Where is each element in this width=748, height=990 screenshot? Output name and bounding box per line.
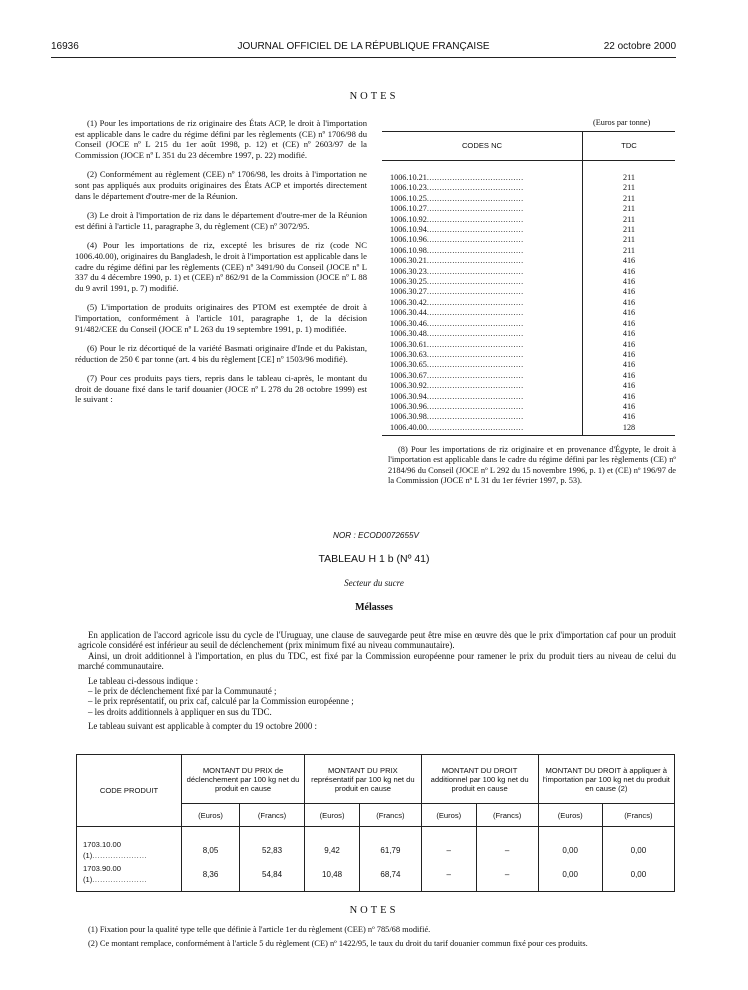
table-row xyxy=(382,246,675,256)
table-cell: 68,74 xyxy=(360,862,422,892)
table-cell: 54,84 xyxy=(240,862,305,892)
euros-subheader: (Euros) xyxy=(305,804,360,827)
euros-subheader: (Euros) xyxy=(182,804,240,827)
tdc-value: 416 xyxy=(622,391,636,401)
product-code: 1703.10.00 (1)..................... xyxy=(77,827,182,863)
paragraph-1: En application de l'accord agricole issu du cycle de l'Uruguay, une clause de sauvegarde peut être mise en œuvre dès que le prix d'importation caf pour un produit agricole considéré est inférieur au seuil de déclenchement (prix minimum fixé au niveau communautaire). xyxy=(78,630,676,651)
tdc-value: 416 xyxy=(622,287,636,297)
tdc-value: 416 xyxy=(622,360,636,370)
francs-subheader: (Francs) xyxy=(240,804,305,827)
tdc-value: 211 xyxy=(623,193,635,203)
nc-code: 1006.30.25...................................... xyxy=(382,277,583,287)
sector-subtitle: Secteur du sucre xyxy=(344,578,404,588)
page-header xyxy=(51,41,676,58)
tdc-value: 416 xyxy=(622,318,636,328)
list-item: – les droits additionnels à appliquer en sus du TDC. xyxy=(88,706,272,717)
table-row xyxy=(382,256,675,266)
euros-subheader: (Euros) xyxy=(421,804,476,827)
table-row xyxy=(382,287,675,297)
tdc-value: 416 xyxy=(622,370,636,380)
nc-code: 1006.30.27...................................... xyxy=(382,287,583,297)
footnote-1: (1) Fixation pour la qualité type telle que définie à l'article 1er du règlement (CEE) nº 785/68 modifié. xyxy=(88,925,431,934)
table-row xyxy=(382,298,675,308)
page-number: 16936 xyxy=(51,41,79,52)
tdc-value: 416 xyxy=(622,297,636,307)
note-4: (4) Pour les importations de riz, excepté les brisures de riz (code NC 1006.40.00), originaires du Bangladesh, le droit à l'importation est applicable dans le cadre du régime défini par les règlements (CEE) nº 3491/90 du Conseil (JOCE nº L 337 du 4 décembre 1990, p. 1) et (CEE) nº 862/91 de la Commission (JOCE nº L 88 du 9 avril 1991, p. 7) modifié. xyxy=(75,240,367,293)
list-item: – le prix de déclenchement fixé par la Communauté ; xyxy=(88,686,277,697)
nc-code: 1006.40.00...................................... xyxy=(382,423,583,436)
note-5: (5) L'importation de produits originaires des PTOM est exemptée de droit à l'importation, conformément à l'article 101, paragraphe 1, de la décision 91/482/CEE du Conseil (JOCE nº L 263 du 19 septembre 1991, p. 1) modifiée. xyxy=(75,302,367,334)
note-1: (1) Pour les importations de riz originaire des États ACP, le droit à l'importation est applicable dans le cadre du régime défini par les règlements (CE) nº 1706/98 du Conseil (JOCE nº L 215 du 1er août 1998, p. 12) et (CE) nº 2603/97 de la Commission (JOCE nº L 351 du 23 décembre 1997, p. 22) modifié. xyxy=(75,118,367,160)
nc-code: 1006.10.96...................................... xyxy=(382,235,583,245)
nc-code: 1006.30.94...................................... xyxy=(382,392,583,402)
nc-code: 1006.30.23...................................... xyxy=(382,267,583,277)
tdc-value: 416 xyxy=(622,412,636,422)
nc-code: 1006.10.92...................................... xyxy=(382,215,583,225)
table-cell: – xyxy=(421,862,476,892)
paragraph-4: Le tableau suivant est applicable à compter du 19 octobre 2000 : xyxy=(88,721,317,732)
table-row xyxy=(382,412,675,422)
tdc-value: 416 xyxy=(622,277,636,287)
table-row xyxy=(382,329,675,339)
tdc-value: 416 xyxy=(622,401,636,411)
nc-code: 1006.30.48...................................... xyxy=(382,329,583,339)
euros-subheader: (Euros) xyxy=(538,804,602,827)
table-row xyxy=(382,360,675,370)
table-cell: 9,42 xyxy=(305,827,360,863)
nc-code: 1006.30.96...................................... xyxy=(382,402,583,412)
product-code: 1703.90.00 (1)..................... xyxy=(77,862,182,892)
tdc-value: 211 xyxy=(623,183,635,193)
francs-subheader: (Francs) xyxy=(360,804,422,827)
tdc-value: 416 xyxy=(622,329,636,339)
nc-code: 1006.30.98...................................... xyxy=(382,412,583,422)
table-row xyxy=(382,277,675,287)
footnote-2: (2) Ce montant remplace, conformément à l'article 5 du règlement (CE) nº 1422/95, le taux du droit du tarif douanier commun fixé pour ces produits. xyxy=(88,939,588,948)
tdc-value: 416 xyxy=(622,381,636,391)
table-row xyxy=(382,183,675,193)
table-cell: 0,00 xyxy=(538,862,602,892)
representative-price-header: MONTANT DU PRIX représentatif par 100 kg net du produit en cause xyxy=(305,755,422,804)
tdc-value: 416 xyxy=(622,349,636,359)
table-cell: 61,79 xyxy=(360,827,422,863)
nc-code: 1006.30.21...................................... xyxy=(382,256,583,266)
nc-code: 1006.30.67...................................... xyxy=(382,371,583,381)
issue-date: 22 octobre 2000 xyxy=(603,41,676,52)
table-row xyxy=(382,215,675,225)
tdc-value: 211 xyxy=(623,204,635,214)
journal-title: JOURNAL OFFICIEL DE LA RÉPUBLIQUE FRANÇAISE xyxy=(237,41,490,52)
left-notes-column xyxy=(75,118,367,414)
nc-code: 1006.30.44...................................... xyxy=(382,308,583,318)
molasses-price-table xyxy=(76,754,675,892)
francs-subheader: (Francs) xyxy=(476,804,538,827)
table-row xyxy=(382,392,675,402)
table-cell: 0,00 xyxy=(538,827,602,863)
nc-code: 1006.30.92...................................... xyxy=(382,381,583,391)
table-row xyxy=(382,319,675,329)
tdc-value: 416 xyxy=(622,256,636,266)
additional-duty-header: MONTANT DU DROIT additionnel par 100 kg net du produit en cause xyxy=(421,755,538,804)
table-row xyxy=(382,350,675,360)
tdc-value: 416 xyxy=(622,308,636,318)
table-row xyxy=(382,267,675,277)
tableau-title: TABLEAU H 1 b (Nº 41) xyxy=(318,553,430,565)
tdc-header: TDC xyxy=(583,132,676,161)
tdc-value: 416 xyxy=(622,339,636,349)
unit-label: (Euros par tonne) xyxy=(593,118,651,127)
table-row xyxy=(382,423,675,436)
table-cell: 52,83 xyxy=(240,827,305,863)
tdc-value: 128 xyxy=(583,423,676,436)
note-3: (3) Le droit à l'importation de riz dans le département d'outre-mer de la Réunion est défini à l'article 11, paragraphe 3, du règlement (CE) nº 3072/95. xyxy=(75,210,367,231)
paragraph-2: Ainsi, un droit additionnel à l'importation, en plus du TDC, est fixé par la Commission européenne pour ramener le prix du produit tiers au niveau de celui du marché communautaire. xyxy=(78,650,676,672)
nc-code: 1006.10.25...................................... xyxy=(382,194,583,204)
codes-nc-table xyxy=(382,131,675,436)
trigger-price-header: MONTANT DU PRIX de déclenchement par 100 kg net du produit en cause xyxy=(182,755,305,804)
nc-code: 1006.30.61...................................... xyxy=(382,340,583,350)
note-8: (8) Pour les importations de riz originaire et en provenance d'Égypte, le droit à l'importation est applicable dans le cadre du régime défini par les règlements (CE) nº 2184/96 du Conseil (JOCE nº L 292 du 15 novembre 1996, p. 1) et (CE) nº 196/97 de la Commission (JOCE nº L 31 du 1er février 1997, p. 53). xyxy=(388,445,676,486)
table-row xyxy=(382,371,675,381)
table-cell: – xyxy=(421,827,476,863)
table-cell: 0,00 xyxy=(602,862,674,892)
note-2: (2) Conformément au règlement (CEE) nº 1706/98, les droits à l'importation ne sont pas appliqués aux produits originaires des États ACP et importés directement dans le département d'outre-mer de la Réunion. xyxy=(75,169,367,201)
table-row xyxy=(77,827,675,863)
section-title: Mélasses xyxy=(355,602,393,613)
nc-code: 1006.30.46...................................... xyxy=(382,319,583,329)
body-text xyxy=(78,630,676,732)
applied-duty-header: MONTANT DU DROIT à appliquer à l'importation par 100 kg net du produit en cause (2) xyxy=(538,755,675,804)
tdc-value: 416 xyxy=(622,266,636,276)
nc-code: 1006.30.65...................................... xyxy=(382,360,583,370)
notes-heading: NOTES xyxy=(349,91,399,102)
table-row xyxy=(382,340,675,350)
table-row xyxy=(382,381,675,391)
table-cell: 10,48 xyxy=(305,862,360,892)
table-row xyxy=(382,308,675,318)
tdc-value: 211 xyxy=(623,173,635,182)
nc-code: 1006.30.63...................................... xyxy=(382,350,583,360)
tdc-value: 211 xyxy=(623,235,635,245)
nc-code: 1006.10.94...................................... xyxy=(382,225,583,235)
table-cell: 0,00 xyxy=(602,827,674,863)
table-row xyxy=(77,862,675,892)
table-row xyxy=(382,173,675,183)
tdc-value: 211 xyxy=(623,225,635,235)
table-row xyxy=(382,204,675,214)
nc-code: 1006.10.21...................................... xyxy=(382,173,583,183)
nc-code: 1006.10.27...................................... xyxy=(382,204,583,214)
table-cell: 8,36 xyxy=(182,862,240,892)
table-cell: – xyxy=(476,862,538,892)
footnotes-heading: NOTES xyxy=(349,905,399,916)
codes-nc-body xyxy=(382,161,675,436)
nc-code: 1006.10.23...................................... xyxy=(382,183,583,193)
table-row xyxy=(382,235,675,245)
francs-subheader: (Francs) xyxy=(602,804,674,827)
note-7: (7) Pour ces produits pays tiers, repris dans le tableau ci-après, le montant du droit de douane fixé dans le tarif douanier (JOCE nº L 278 du 28 octobre 1999) est le suivant : xyxy=(75,373,367,405)
paragraph-3: Le tableau ci-dessous indique : xyxy=(88,675,198,686)
tdc-value: 211 xyxy=(623,245,635,255)
table-cell: 8,05 xyxy=(182,827,240,863)
nor-reference: NOR : ECOD0072655V xyxy=(333,531,420,540)
table-cell: – xyxy=(476,827,538,863)
list-item: – le prix représentatif, ou prix caf, calculé par la Commission européenne ; xyxy=(88,696,354,707)
codes-nc-header: CODES NC xyxy=(382,132,583,161)
tdc-value: 211 xyxy=(623,214,635,224)
table-row xyxy=(382,402,675,412)
table-row xyxy=(382,194,675,204)
product-code-header: CODE PRODUIT xyxy=(77,755,182,827)
note-6: (6) Pour le riz décortiqué de la variété Basmati originaire d'Inde et du Pakistan, réduction de 250 € par tonne (art. 4 bis du règlement [CE] nº 1503/96 modifié). xyxy=(75,343,367,364)
table-row xyxy=(382,225,675,235)
nc-code: 1006.30.42...................................... xyxy=(382,298,583,308)
nc-code: 1006.10.98...................................... xyxy=(382,246,583,256)
